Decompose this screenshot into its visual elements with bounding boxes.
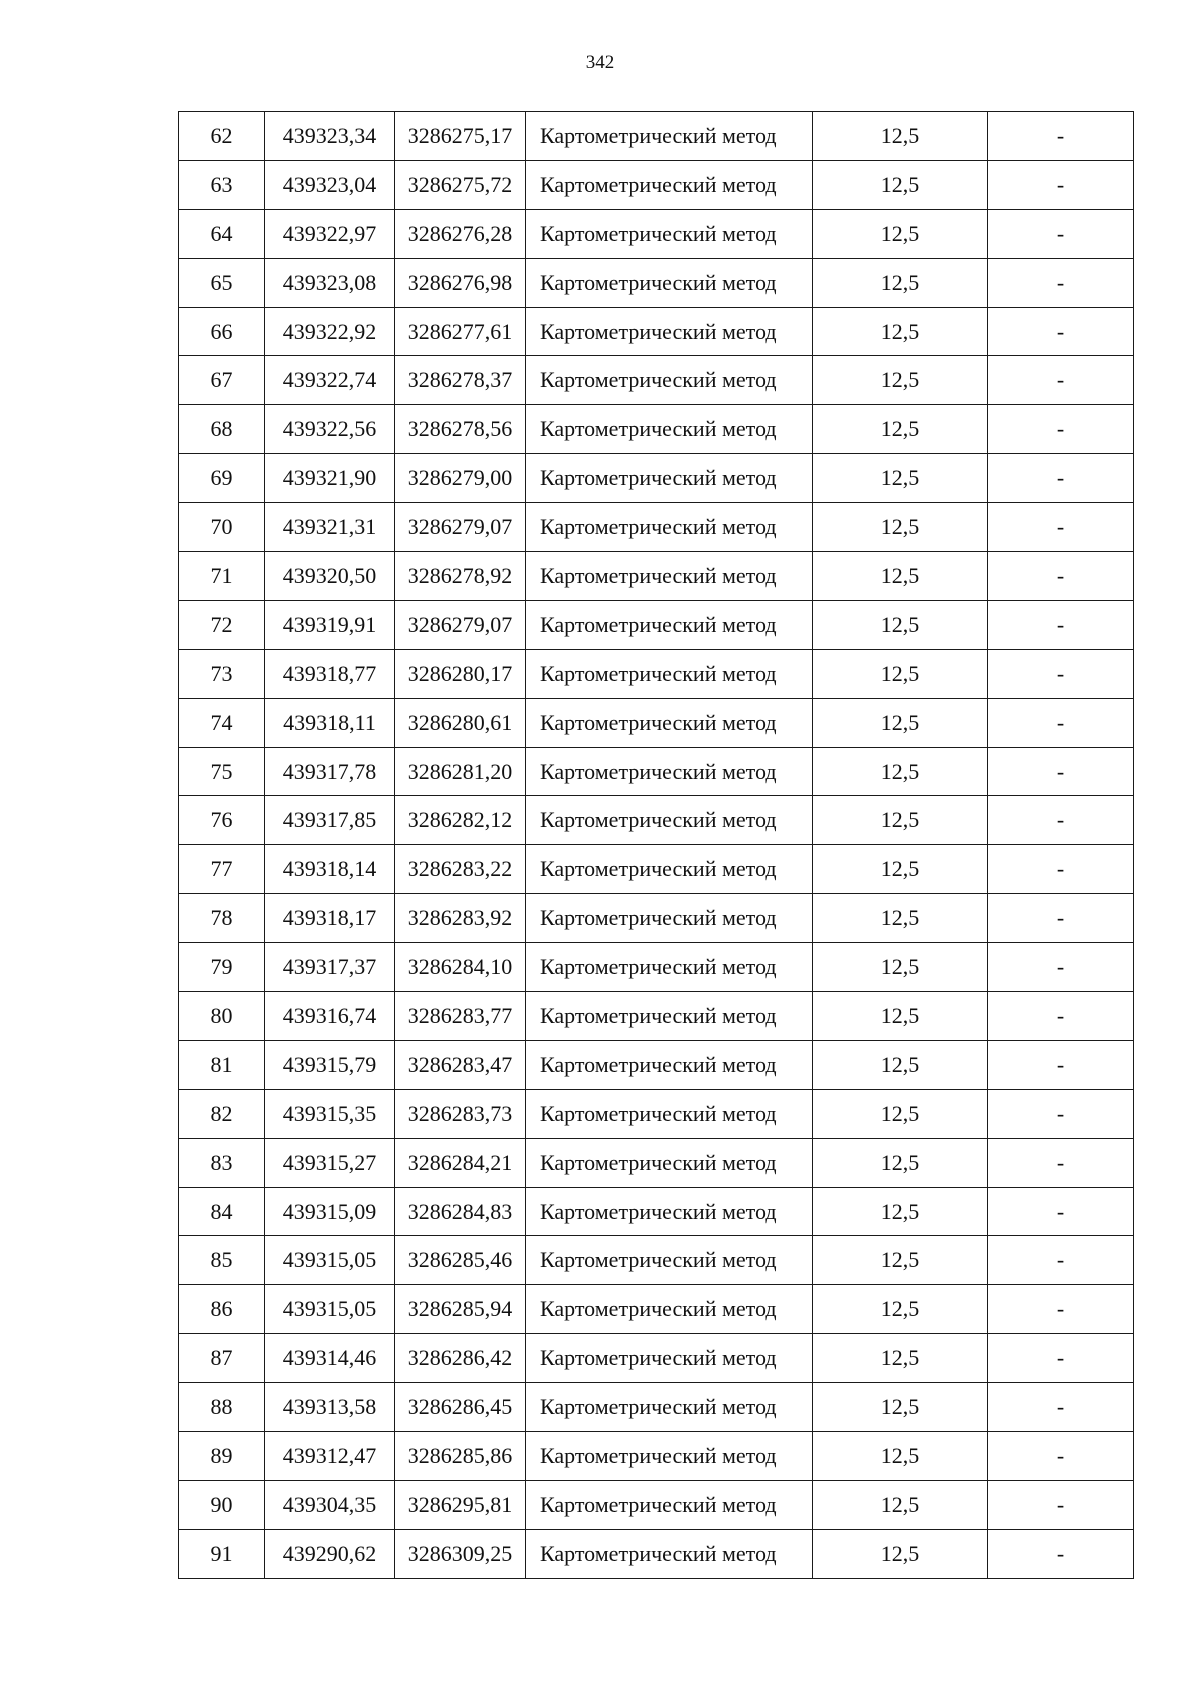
- x-coordinate-cell: 439312,47: [265, 1432, 395, 1481]
- extra-cell: -: [988, 405, 1134, 454]
- y-coordinate-cell: 3286279,07: [395, 503, 526, 552]
- point-number-cell: 89: [179, 1432, 265, 1481]
- point-number-cell: 78: [179, 894, 265, 943]
- extra-cell: -: [988, 1236, 1134, 1285]
- table-row: [179, 796, 1134, 845]
- extra-cell: -: [988, 454, 1134, 503]
- accuracy-cell: 12,5: [813, 796, 988, 845]
- method-cell: Картометрический метод: [526, 405, 813, 454]
- x-coordinate-cell: 439315,05: [265, 1285, 395, 1334]
- extra-cell: -: [988, 796, 1134, 845]
- x-coordinate-cell: 439322,56: [265, 405, 395, 454]
- accuracy-cell: 12,5: [813, 600, 988, 649]
- y-coordinate-cell: 3286277,61: [395, 307, 526, 356]
- extra-cell: -: [988, 258, 1134, 307]
- point-number-cell: 72: [179, 600, 265, 649]
- accuracy-cell: 12,5: [813, 405, 988, 454]
- method-cell: Картометрический метод: [526, 209, 813, 258]
- point-number-cell: 76: [179, 796, 265, 845]
- point-number-cell: 66: [179, 307, 265, 356]
- table-row: [179, 405, 1134, 454]
- y-coordinate-cell: 3286280,17: [395, 649, 526, 698]
- accuracy-cell: 12,5: [813, 1089, 988, 1138]
- accuracy-cell: 12,5: [813, 503, 988, 552]
- table-row: [179, 258, 1134, 307]
- point-number-cell: 88: [179, 1383, 265, 1432]
- extra-cell: -: [988, 1040, 1134, 1089]
- y-coordinate-cell: 3286281,20: [395, 747, 526, 796]
- table-row: [179, 845, 1134, 894]
- table-row: [179, 649, 1134, 698]
- extra-cell: -: [988, 1334, 1134, 1383]
- point-number-cell: 63: [179, 160, 265, 209]
- extra-cell: -: [988, 552, 1134, 601]
- table-row: [179, 992, 1134, 1041]
- x-coordinate-cell: 439318,77: [265, 649, 395, 698]
- x-coordinate-cell: 439317,37: [265, 943, 395, 992]
- y-coordinate-cell: 3286283,47: [395, 1040, 526, 1089]
- accuracy-cell: 12,5: [813, 1040, 988, 1089]
- x-coordinate-cell: 439304,35: [265, 1480, 395, 1529]
- point-number-cell: 80: [179, 992, 265, 1041]
- y-coordinate-cell: 3286276,28: [395, 209, 526, 258]
- table-row: [179, 454, 1134, 503]
- y-coordinate-cell: 3286284,21: [395, 1138, 526, 1187]
- y-coordinate-cell: 3286295,81: [395, 1480, 526, 1529]
- extra-cell: -: [988, 845, 1134, 894]
- x-coordinate-cell: 439317,78: [265, 747, 395, 796]
- method-cell: Картометрический метод: [526, 845, 813, 894]
- extra-cell: -: [988, 1285, 1134, 1334]
- y-coordinate-cell: 3286286,42: [395, 1334, 526, 1383]
- table-row: [179, 1138, 1134, 1187]
- y-coordinate-cell: 3286283,77: [395, 992, 526, 1041]
- table-row: [179, 552, 1134, 601]
- x-coordinate-cell: 439315,35: [265, 1089, 395, 1138]
- point-number-cell: 75: [179, 747, 265, 796]
- y-coordinate-cell: 3286283,73: [395, 1089, 526, 1138]
- table-row: [179, 356, 1134, 405]
- x-coordinate-cell: 439313,58: [265, 1383, 395, 1432]
- table-row: [179, 1383, 1134, 1432]
- point-number-cell: 67: [179, 356, 265, 405]
- accuracy-cell: 12,5: [813, 1529, 988, 1578]
- method-cell: Картометрический метод: [526, 747, 813, 796]
- x-coordinate-cell: 439315,05: [265, 1236, 395, 1285]
- table-row: [179, 503, 1134, 552]
- point-number-cell: 82: [179, 1089, 265, 1138]
- point-number-cell: 91: [179, 1529, 265, 1578]
- extra-cell: -: [988, 307, 1134, 356]
- point-number-cell: 90: [179, 1480, 265, 1529]
- point-number-cell: 74: [179, 698, 265, 747]
- accuracy-cell: 12,5: [813, 112, 988, 161]
- y-coordinate-cell: 3286285,46: [395, 1236, 526, 1285]
- accuracy-cell: 12,5: [813, 356, 988, 405]
- accuracy-cell: 12,5: [813, 894, 988, 943]
- accuracy-cell: 12,5: [813, 160, 988, 209]
- method-cell: Картометрический метод: [526, 1334, 813, 1383]
- table-row: [179, 1432, 1134, 1481]
- table-row: [179, 1040, 1134, 1089]
- table-row: [179, 1089, 1134, 1138]
- x-coordinate-cell: 439315,79: [265, 1040, 395, 1089]
- accuracy-cell: 12,5: [813, 698, 988, 747]
- extra-cell: -: [988, 1480, 1134, 1529]
- method-cell: Картометрический метод: [526, 552, 813, 601]
- x-coordinate-cell: 439314,46: [265, 1334, 395, 1383]
- x-coordinate-cell: 439315,27: [265, 1138, 395, 1187]
- method-cell: Картометрический метод: [526, 1089, 813, 1138]
- extra-cell: -: [988, 160, 1134, 209]
- accuracy-cell: 12,5: [813, 943, 988, 992]
- x-coordinate-cell: 439317,85: [265, 796, 395, 845]
- point-number-cell: 77: [179, 845, 265, 894]
- y-coordinate-cell: 3286285,94: [395, 1285, 526, 1334]
- extra-cell: -: [988, 943, 1134, 992]
- point-number-cell: 65: [179, 258, 265, 307]
- extra-cell: -: [988, 503, 1134, 552]
- method-cell: Картометрический метод: [526, 503, 813, 552]
- accuracy-cell: 12,5: [813, 1432, 988, 1481]
- table-row: [179, 698, 1134, 747]
- method-cell: Картометрический метод: [526, 943, 813, 992]
- table-row: [179, 1285, 1134, 1334]
- method-cell: Картометрический метод: [526, 258, 813, 307]
- extra-cell: -: [988, 600, 1134, 649]
- point-number-cell: 79: [179, 943, 265, 992]
- table-row: [179, 160, 1134, 209]
- table-row: [179, 1480, 1134, 1529]
- x-coordinate-cell: 439322,97: [265, 209, 395, 258]
- table-row: [179, 1334, 1134, 1383]
- y-coordinate-cell: 3286275,17: [395, 112, 526, 161]
- extra-cell: -: [988, 112, 1134, 161]
- y-coordinate-cell: 3286283,22: [395, 845, 526, 894]
- table-row: [179, 307, 1134, 356]
- accuracy-cell: 12,5: [813, 1187, 988, 1236]
- accuracy-cell: 12,5: [813, 1236, 988, 1285]
- accuracy-cell: 12,5: [813, 1334, 988, 1383]
- method-cell: Картометрический метод: [526, 1187, 813, 1236]
- accuracy-cell: 12,5: [813, 649, 988, 698]
- method-cell: Картометрический метод: [526, 1480, 813, 1529]
- x-coordinate-cell: 439323,04: [265, 160, 395, 209]
- y-coordinate-cell: 3286285,86: [395, 1432, 526, 1481]
- y-coordinate-cell: 3286278,92: [395, 552, 526, 601]
- x-coordinate-cell: 439322,74: [265, 356, 395, 405]
- y-coordinate-cell: 3286279,07: [395, 600, 526, 649]
- method-cell: Картометрический метод: [526, 894, 813, 943]
- y-coordinate-cell: 3286278,37: [395, 356, 526, 405]
- x-coordinate-cell: 439316,74: [265, 992, 395, 1041]
- coordinates-table: [178, 111, 1134, 1579]
- method-cell: Картометрический метод: [526, 356, 813, 405]
- method-cell: Картометрический метод: [526, 160, 813, 209]
- point-number-cell: 69: [179, 454, 265, 503]
- table-row: [179, 600, 1134, 649]
- point-number-cell: 84: [179, 1187, 265, 1236]
- accuracy-cell: 12,5: [813, 552, 988, 601]
- table-row: [179, 1529, 1134, 1578]
- point-number-cell: 83: [179, 1138, 265, 1187]
- method-cell: Картометрический метод: [526, 1529, 813, 1578]
- extra-cell: -: [988, 747, 1134, 796]
- method-cell: Картометрический метод: [526, 992, 813, 1041]
- extra-cell: -: [988, 698, 1134, 747]
- x-coordinate-cell: 439323,34: [265, 112, 395, 161]
- y-coordinate-cell: 3286275,72: [395, 160, 526, 209]
- accuracy-cell: 12,5: [813, 747, 988, 796]
- point-number-cell: 86: [179, 1285, 265, 1334]
- point-number-cell: 70: [179, 503, 265, 552]
- accuracy-cell: 12,5: [813, 1383, 988, 1432]
- extra-cell: -: [988, 1187, 1134, 1236]
- method-cell: Картометрический метод: [526, 649, 813, 698]
- point-number-cell: 85: [179, 1236, 265, 1285]
- x-coordinate-cell: 439318,11: [265, 698, 395, 747]
- x-coordinate-cell: 439320,50: [265, 552, 395, 601]
- accuracy-cell: 12,5: [813, 845, 988, 894]
- accuracy-cell: 12,5: [813, 209, 988, 258]
- y-coordinate-cell: 3286283,92: [395, 894, 526, 943]
- y-coordinate-cell: 3286309,25: [395, 1529, 526, 1578]
- point-number-cell: 64: [179, 209, 265, 258]
- accuracy-cell: 12,5: [813, 1285, 988, 1334]
- extra-cell: -: [988, 1138, 1134, 1187]
- method-cell: Картометрический метод: [526, 307, 813, 356]
- x-coordinate-cell: 439318,17: [265, 894, 395, 943]
- y-coordinate-cell: 3286286,45: [395, 1383, 526, 1432]
- extra-cell: -: [988, 1529, 1134, 1578]
- point-number-cell: 73: [179, 649, 265, 698]
- table-row: [179, 1236, 1134, 1285]
- method-cell: Картометрический метод: [526, 112, 813, 161]
- x-coordinate-cell: 439323,08: [265, 258, 395, 307]
- x-coordinate-cell: 439322,92: [265, 307, 395, 356]
- y-coordinate-cell: 3286282,12: [395, 796, 526, 845]
- y-coordinate-cell: 3286284,10: [395, 943, 526, 992]
- y-coordinate-cell: 3286278,56: [395, 405, 526, 454]
- extra-cell: -: [988, 1089, 1134, 1138]
- extra-cell: -: [988, 992, 1134, 1041]
- method-cell: Картометрический метод: [526, 1236, 813, 1285]
- accuracy-cell: 12,5: [813, 1480, 988, 1529]
- method-cell: Картометрический метод: [526, 454, 813, 503]
- point-number-cell: 71: [179, 552, 265, 601]
- table-row: [179, 1187, 1134, 1236]
- method-cell: Картометрический метод: [526, 1383, 813, 1432]
- method-cell: Картометрический метод: [526, 1285, 813, 1334]
- table-row: [179, 747, 1134, 796]
- x-coordinate-cell: 439319,91: [265, 600, 395, 649]
- method-cell: Картометрический метод: [526, 1138, 813, 1187]
- table-row: [179, 112, 1134, 161]
- y-coordinate-cell: 3286284,83: [395, 1187, 526, 1236]
- point-number-cell: 87: [179, 1334, 265, 1383]
- x-coordinate-cell: 439318,14: [265, 845, 395, 894]
- method-cell: Картометрический метод: [526, 698, 813, 747]
- accuracy-cell: 12,5: [813, 454, 988, 503]
- x-coordinate-cell: 439290,62: [265, 1529, 395, 1578]
- y-coordinate-cell: 3286280,61: [395, 698, 526, 747]
- accuracy-cell: 12,5: [813, 1138, 988, 1187]
- extra-cell: -: [988, 1383, 1134, 1432]
- point-number-cell: 81: [179, 1040, 265, 1089]
- accuracy-cell: 12,5: [813, 992, 988, 1041]
- x-coordinate-cell: 439321,31: [265, 503, 395, 552]
- method-cell: Картометрический метод: [526, 600, 813, 649]
- page-number: 342: [585, 52, 615, 73]
- extra-cell: -: [988, 649, 1134, 698]
- accuracy-cell: 12,5: [813, 258, 988, 307]
- y-coordinate-cell: 3286276,98: [395, 258, 526, 307]
- table-row: [179, 209, 1134, 258]
- extra-cell: -: [988, 356, 1134, 405]
- extra-cell: -: [988, 894, 1134, 943]
- method-cell: Картометрический метод: [526, 1432, 813, 1481]
- point-number-cell: 68: [179, 405, 265, 454]
- x-coordinate-cell: 439315,09: [265, 1187, 395, 1236]
- extra-cell: -: [988, 1432, 1134, 1481]
- method-cell: Картометрический метод: [526, 1040, 813, 1089]
- table-row: [179, 943, 1134, 992]
- extra-cell: -: [988, 209, 1134, 258]
- table-row: [179, 894, 1134, 943]
- y-coordinate-cell: 3286279,00: [395, 454, 526, 503]
- method-cell: Картометрический метод: [526, 796, 813, 845]
- accuracy-cell: 12,5: [813, 307, 988, 356]
- x-coordinate-cell: 439321,90: [265, 454, 395, 503]
- coordinates-table-body: [179, 112, 1134, 1579]
- point-number-cell: 62: [179, 112, 265, 161]
